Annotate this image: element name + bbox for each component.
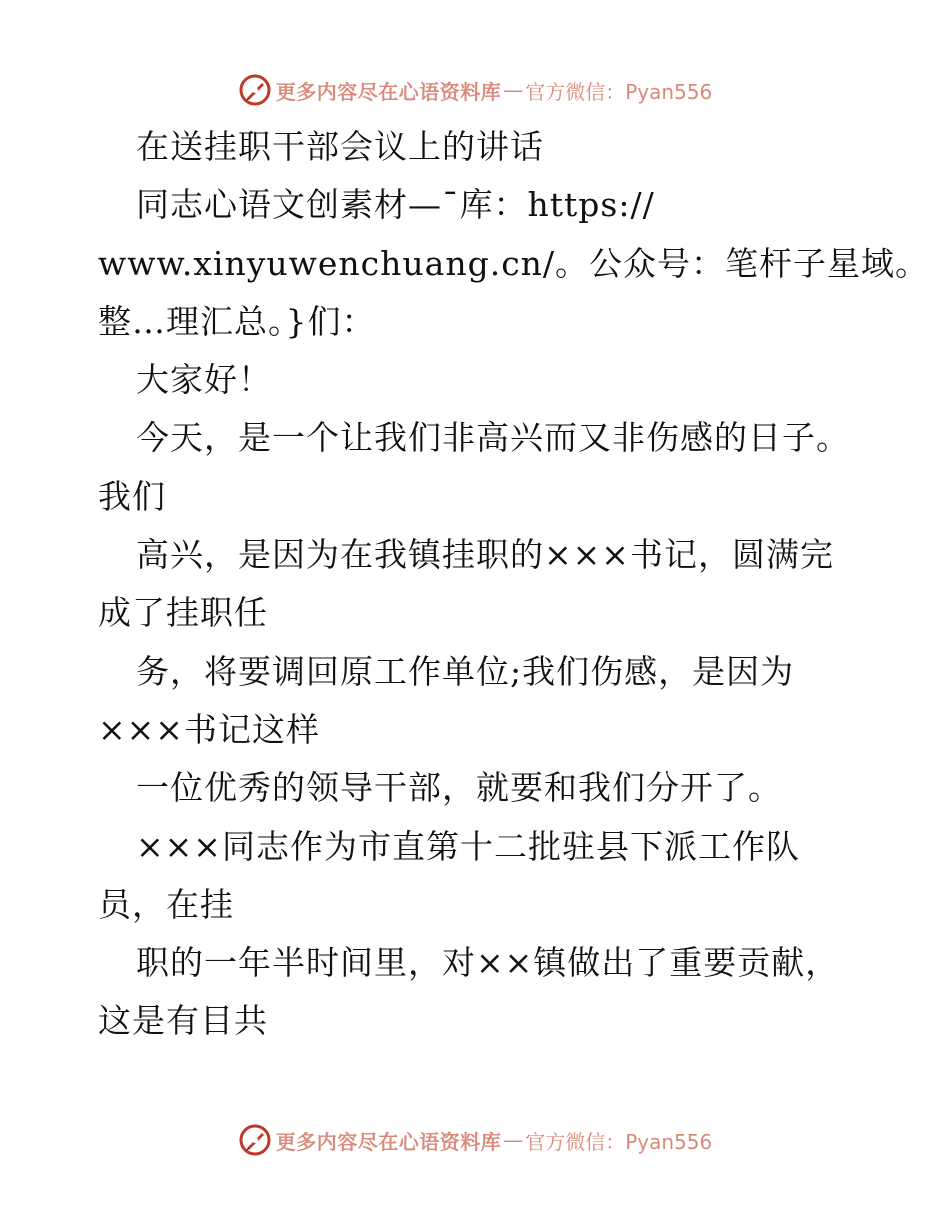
document-line: 我们 [98, 476, 166, 516]
footer-banner [0, 1120, 950, 1160]
document-line: 这是有目共 [98, 1001, 268, 1041]
document-line: 职的一年半时间里，对××镇做出了重要贡献， [136, 943, 840, 983]
header-banner-text: 更多内容尽在心语资料库 [275, 79, 502, 104]
document-line: 同志心语文创素材—¯库：https:// [136, 185, 655, 225]
document-line: 大家好！ [136, 360, 272, 400]
document-line: 整…理汇总。}们： [98, 301, 376, 341]
footer-banner-text: 更多内容尽在心语资料库 [275, 1129, 502, 1154]
document-line: 今天，是一个让我们非高兴而又非伤感的日子。 [136, 418, 850, 458]
header-banner-separator: — [503, 78, 524, 102]
header-banner [0, 70, 950, 110]
document-line: ×××同志作为市直第十二批驻县下派工作队 [136, 826, 800, 866]
footer-banner-wechat: 官方微信：Pyan556 [525, 1129, 713, 1154]
document-line: 员，在挂 [98, 884, 234, 924]
document-line: www.xinyuwenchuang.cn/。公众号：笔杆子星域。 [98, 243, 930, 283]
document-title: 在送挂职干部会议上的讲话 [136, 127, 544, 166]
document-line: ×××书记这样 [98, 709, 320, 749]
footer-banner-separator: — [503, 1128, 524, 1152]
document-line: 高兴，是因为在我镇挂职的×××书记，圆满完 [136, 535, 834, 575]
pen-logo-icon [238, 1123, 272, 1157]
document-body [98, 118, 930, 1051]
header-banner-wechat: 官方微信：Pyan556 [525, 79, 713, 104]
document-line: 成了挂职任 [98, 593, 268, 633]
pen-logo-icon [238, 73, 272, 107]
document-line: 一位优秀的领导干部，就要和我们分开了。 [136, 768, 782, 808]
document-line: 务，将要调回原工作单位;我们伤感，是因为 [136, 651, 795, 691]
